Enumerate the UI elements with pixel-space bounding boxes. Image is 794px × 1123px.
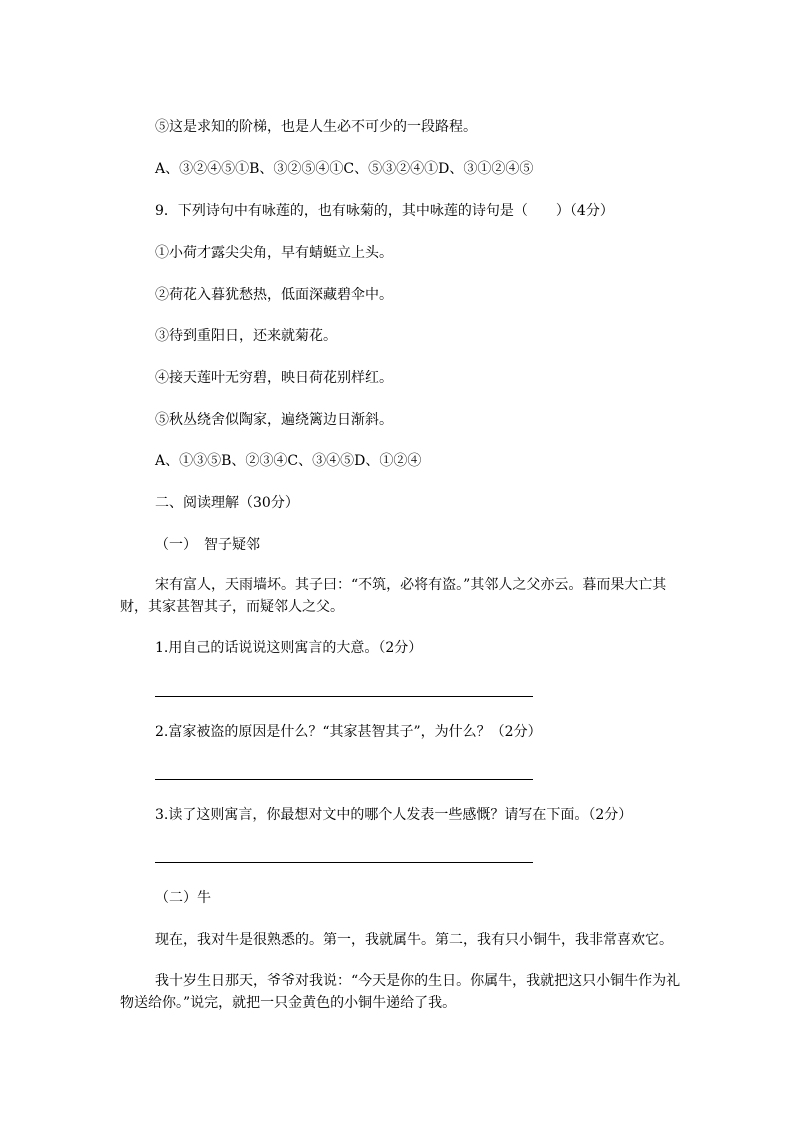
q9-stem: 9．下列诗句中有咏莲的，也有咏菊的，其中咏莲的诗句是（ ）（4分） — [155, 203, 614, 219]
passage-1-question-3: 3.读了这则寓言，你最想对文中的哪个人发表一些感慨？请写在下面。（2分） — [155, 807, 633, 823]
q9-option-5: ⑤秋丛绕舍似陶家，遍绕篱边日渐斜。 — [155, 412, 393, 428]
section-2-heading: 二、阅读理解（30分） — [155, 495, 299, 511]
passage-1-text-line-2: 财，其家甚智其子，而疑邻人之父。 — [120, 599, 344, 615]
q9-option-3: ③待到重阳日，还来就菊花。 — [155, 328, 337, 344]
q9-choices: A、①③⑤B、②③④C、③④⑤D、①②④ — [155, 453, 422, 469]
q8-choices: A、③②④⑤①B、③②⑤④①C、⑤③②④①D、③①②④⑤ — [155, 161, 534, 177]
q9-option-2: ②荷花入暮犹愁热，低面深藏碧伞中。 — [155, 287, 393, 303]
q9-option-4: ④接天莲叶无穷碧，映日荷花别样红。 — [155, 370, 393, 386]
passage-2-paragraph-2-line-1: 我十岁生日那天，爷爷对我说：“今天是你的生日。你属牛，我就把这只小铜牛作为礼 — [155, 973, 681, 989]
passage-2-paragraph-1: 现在，我对牛是很熟悉的。第一，我就属牛。第二，我有只小铜牛，我非常喜欢它。 — [155, 932, 673, 948]
passage-2-title: （二）牛 — [155, 890, 211, 906]
passage-2-paragraph-2-line-2: 物送给你。”说完，就把一只金黄色的小铜牛递给了我。 — [120, 995, 457, 1011]
answer-line-3[interactable] — [155, 862, 533, 863]
q9-option-1: ①小荷才露尖尖角，早有蜻蜓立上头。 — [155, 245, 393, 261]
passage-1-text-line-1: 宋有富人，天雨墙坏。其子曰：“不筑，必将有盗。”其邻人之父亦云。暮而果大亡其 — [155, 577, 667, 593]
passage-1-title: （一） 智子疑邻 — [155, 537, 260, 553]
opt-5-line: ⑤这是求知的阶梯，也是人生必不可少的一段路程。 — [155, 119, 477, 135]
passage-1-question-2: 2.富家被盗的原因是什么？“其家甚智其子”，为什么？（2分） — [155, 724, 542, 740]
answer-line-2[interactable] — [155, 779, 533, 780]
answer-line-1[interactable] — [155, 696, 533, 697]
passage-1-question-1: 1.用自己的话说说这则寓言的大意。（2分） — [155, 640, 423, 656]
